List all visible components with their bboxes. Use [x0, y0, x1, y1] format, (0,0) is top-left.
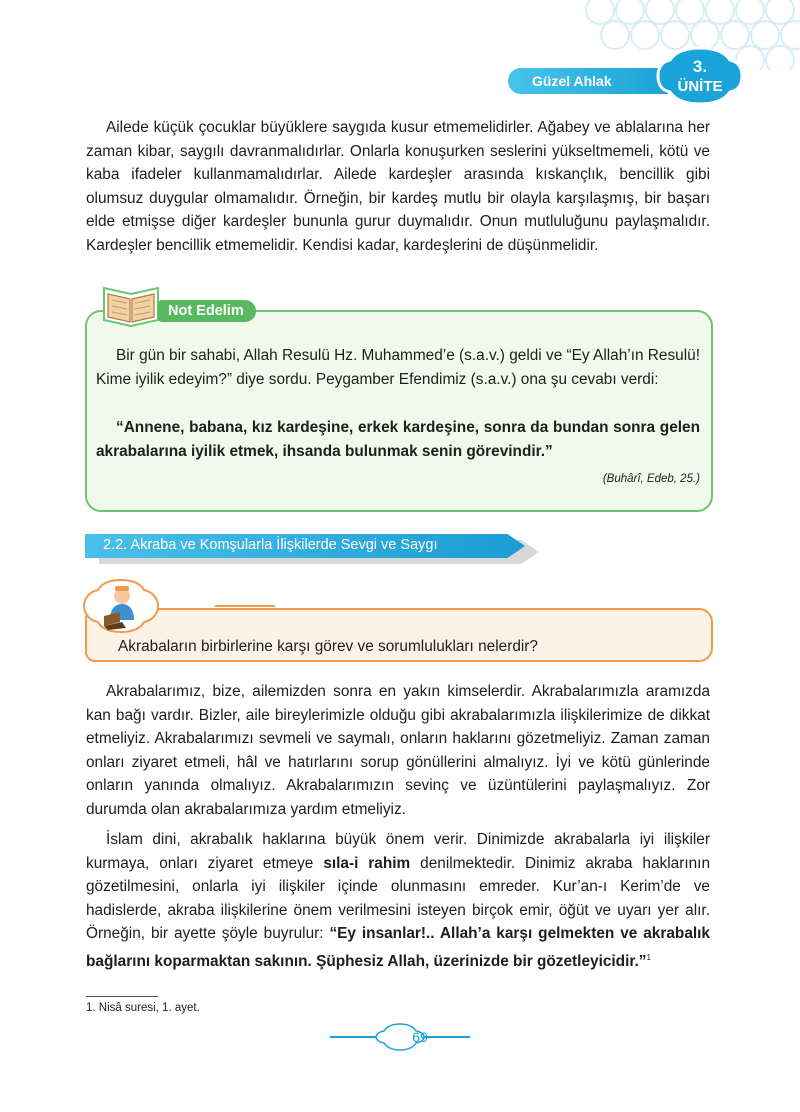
footnote: 1. Nisâ suresi, 1. ayet. [86, 1002, 200, 1014]
note-text [96, 344, 700, 392]
paragraph-text: İslam dini, akrabalık haklarına büyük önem verir. Dinimizde akrabalarla iyi ilişkiler kurmaya, onları ziyaret etmeye [86, 831, 710, 872]
chapter-title-bar [508, 68, 668, 94]
key-term: sıla-i rahim [323, 854, 411, 872]
hadith-text: “Annene, babana, kız kardeşine, erkek kardeşine, sonra da bundan sonra gelen akrabalarına iyilik etmek, ihsanda bulunmak senin görevindir.” [96, 419, 700, 460]
ayah-quote: “Ey insanlar!.. Allah’a karşı gelmekten ve akrabalık bağlarını koparmaktan sakının. Şüphesiz Allah, üzerinizde bir gözetleyicidir.” [86, 925, 710, 970]
section-title: 2.2. Akraba ve Komşularla İlişkilerde Sevgi ve Saygı [103, 537, 438, 553]
unit-label: ÜNİTE [677, 78, 723, 95]
unit-number: 3. [692, 57, 708, 76]
unit-badge [656, 46, 744, 106]
hadith-source: (Buhârî, Edeb, 25.) [602, 473, 700, 485]
chapter-title: Güzel Ahlak [532, 73, 612, 89]
body-paragraph-2 [86, 680, 710, 821]
reading-child-icon [82, 578, 160, 634]
hadith-quote [96, 416, 700, 464]
paragraph-text: Akrabalarımız, bize, ailemizden sonra en yakın kimselerdir. Akrabalarımızla aramızda kan bağı vardır. Bizler, aile bireylerimizle olduğu gibi akrabalarımızla ilişkilerimize de dikkat etmeliyiz. Akrabalarımızı sevmeli ve saymalı, onların haklarını gözetmeliyiz. Zaman zaman onları ziyaret etmeli, hâl ve hatırlarını sorup gönüllerini almalıyız. İyi ve kötü günlerinde onların yanında olmalıyız. Akrabalarımızın sevinç ve üzüntülerini paylaşmalıyız. Zor durumda olan akrabalarımıza yardım etmeliyiz. [86, 683, 710, 818]
question-text: Akrabaların birbirlerine karşı görev ve sorumlulukları nelerdir? [118, 638, 538, 655]
page-number: 69 [412, 1029, 428, 1045]
paragraph-text: Ailede küçük çocuklar büyüklere saygıda kusur etmemelidirler. Ağabey ve ablalarına her zaman kibar, saygılı davranmalıdırlar. Onlarla konuşurken seslerini yükseltmemeli, kötü ve kaba ifadeler kullanmamalıdırlar. Ailede kardeşler arasında kıskançlık, bencillik gibi olumsuz duygular olmamalıdır. Örneğin, bir kardeş mutlu bir olayla karşılaşmış, bir başarı elde etmişse diğer kardeşler bununla gurur duymalıdır. Onun mutluluğunu paylaşmalıdır. Kardeşler bencillik etmemelidir. Kendisi kadar, kardeşlerini de düşünmelidir. [86, 119, 710, 254]
question-accent-line [215, 605, 275, 607]
footnote-mark: 1 [646, 952, 651, 962]
body-paragraph-3 [86, 828, 710, 973]
footnote-divider [86, 996, 158, 997]
note-body: Bir gün bir sahabi, Allah Resulü Hz. Muhammed’e (s.a.v.) geldi ve “Ey Allah’ın Resulü! Kime iyilik edeyim?” diye sordu. Peygamber Efendimiz (s.a.v.) ona şu cevabı verdi: [96, 347, 700, 388]
paragraph-text: denilmektedir. Dinimiz akraba haklarının gözetilmesini, onlarla iyi ilişkiler içinde olunmasını emreder. Kur’an-ı Kerim’de ve hadislerde, akraba ilişkilerine önem verilmesini isteyen birçok emir, öğüt ve uyarı yer alır. Örneğin, bir ayette şöyle buyrulur: [86, 854, 711, 942]
body-paragraph-1 [86, 116, 710, 257]
section-heading [85, 534, 525, 558]
open-book-icon [98, 280, 164, 330]
note-label: Not Edelim [158, 300, 256, 322]
